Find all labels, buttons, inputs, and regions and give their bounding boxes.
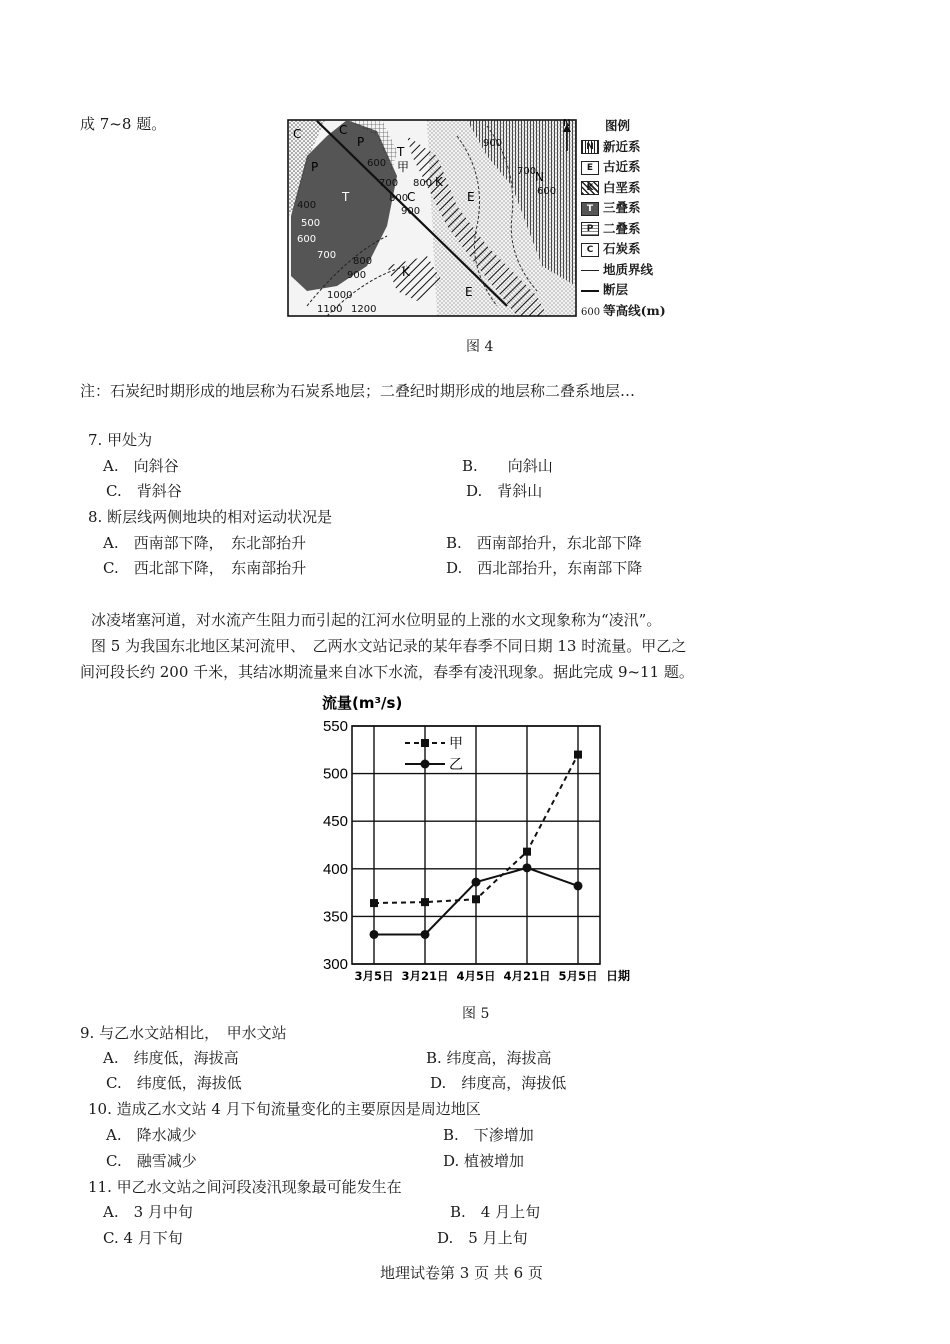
q10-option-c[interactable]: C. 融雪减少	[106, 1152, 197, 1170]
q8-option-d[interactable]: D. 西北部抬升，东南部下降	[446, 559, 643, 577]
legend-item-contour	[581, 301, 666, 324]
contour-label: 800	[389, 193, 409, 204]
q10-option-d[interactable]: D. 植被增加	[443, 1152, 525, 1170]
contour-label: 900	[401, 206, 421, 217]
contour-label: 700	[317, 250, 337, 261]
map-letter: C	[293, 127, 302, 141]
legend-item-k	[581, 178, 666, 199]
fig5-caption: 图 5	[462, 1006, 490, 1022]
x-axis-label: 日期	[606, 969, 631, 983]
contour-label: 400	[297, 200, 317, 211]
map-letter: K	[435, 175, 443, 189]
q7-option-c[interactable]: C. 背斜谷	[106, 482, 182, 500]
contour-label: 700	[379, 178, 399, 189]
north-label: N	[563, 118, 571, 129]
legend-marker-jia	[421, 739, 429, 747]
legend-label-jia: 甲	[449, 736, 463, 752]
q9-option-a[interactable]: A. 纬度低，海拔高	[103, 1049, 239, 1067]
legend-label: 地质界线	[603, 261, 654, 277]
legend-item-c	[581, 239, 666, 260]
legend-swatch: K	[581, 181, 599, 195]
page-footer: 地理试卷第 3 页 共 6 页	[380, 1264, 543, 1282]
x-tick-label: 4月21日	[503, 969, 551, 983]
q11-stem: 11. 甲乙水文站之间河段凌汛现象最可能发生在	[88, 1178, 402, 1196]
q11-option-d[interactable]: D. 5 月上旬	[437, 1229, 528, 1247]
legend-label: 断层	[603, 282, 629, 297]
map-letter: C	[339, 123, 348, 137]
y-tick-label: 300	[322, 956, 348, 973]
fig4-caption: 图 4	[466, 339, 494, 355]
legend-line-thin	[581, 270, 599, 271]
contour-label: 900	[483, 138, 503, 149]
legend-label: 等高线(m)	[603, 302, 666, 318]
legend-swatch: T	[581, 202, 599, 216]
q11-option-c[interactable]: C. 4 月下旬	[103, 1229, 183, 1247]
contour-label: 700	[517, 166, 537, 177]
y-tick-label: 350	[322, 908, 348, 926]
q10-option-a[interactable]: A. 降水减少	[106, 1126, 197, 1144]
legend-title: 图例	[605, 118, 631, 133]
q9-option-d[interactable]: D. 纬度高，海拔低	[430, 1074, 567, 1092]
y-axis-label: 流量(m³/s)	[322, 694, 403, 712]
map-letter: P	[311, 160, 319, 174]
x-tick-label: 3月5日	[354, 969, 394, 983]
legend-contour-sample: 600	[581, 306, 601, 318]
map-letter: C	[407, 190, 416, 204]
x-tick-label: 4月5日	[456, 969, 496, 983]
legend-label: 三叠系	[603, 200, 641, 215]
legend-item-n	[581, 137, 666, 158]
legend-label: 古近系	[603, 159, 641, 174]
contour-label: 1100	[317, 304, 343, 315]
data-point-jia	[370, 899, 378, 907]
map-legend	[581, 116, 666, 323]
map-letter: T	[397, 145, 405, 159]
q9-stem: 9. 与乙水文站相比， 甲水文站	[80, 1024, 287, 1042]
passage-line1: 冰凌堵塞河道，对水流产生阻力而引起的江河水位明显的上涨的水文现象称为“凌汛”。	[91, 611, 662, 629]
legend-label: 白垩系	[603, 179, 641, 195]
contour-label: 1200	[351, 304, 377, 315]
q7-stem: 7. 甲处为	[88, 431, 153, 449]
legend-item-boundary	[581, 260, 666, 281]
legend-label: 石炭系	[603, 241, 641, 256]
legend-label-yi: 乙	[449, 757, 463, 773]
q10-stem: 10. 造成乙水文站 4 月下旬流量变化的主要原因是周边地区	[88, 1100, 481, 1118]
y-tick-label: 450	[322, 813, 348, 831]
legend-item-t	[581, 198, 666, 219]
legend-swatch: E	[581, 161, 599, 175]
map-letter: E	[467, 190, 475, 204]
legend-label: 新近系	[603, 138, 641, 154]
data-point-yi	[370, 930, 379, 939]
q7-option-b[interactable]: B. 向斜山	[462, 457, 553, 475]
data-point-yi	[472, 878, 481, 887]
note: 注：石炭纪时期形成的地层称为石炭系地层；二叠纪时期形成的地层称二叠系地层…	[80, 382, 636, 400]
geologic-map-figure	[287, 116, 670, 319]
flow-chart	[310, 688, 640, 988]
data-point-yi	[421, 930, 430, 939]
contour-label: 1000	[327, 290, 353, 301]
legend-marker-yi	[421, 760, 430, 769]
contour-label: 600	[367, 158, 387, 169]
q7-option-d[interactable]: D. 背斜山	[466, 482, 543, 500]
legend-swatch: N	[581, 140, 599, 154]
contour-label: 900	[347, 270, 367, 281]
passage-line2: 图 5 为我国东北地区某河流甲、 乙两水文站记录的某年春季不同日期 13 时流量。甲乙之	[91, 637, 687, 655]
x-tick-label: 3月21日	[401, 969, 449, 983]
q8-option-b[interactable]: B. 西南部抬升，东北部下降	[446, 534, 642, 552]
data-point-yi	[574, 881, 583, 890]
contour-label: 800	[413, 178, 433, 189]
data-point-jia	[421, 898, 429, 906]
map-letter: T	[342, 190, 350, 204]
contour-label: 500	[301, 218, 321, 229]
intro-tail: 成 7~8 题。	[80, 115, 167, 133]
legend-label: 二叠系	[603, 220, 641, 236]
legend-line-thick	[581, 290, 599, 292]
q7-option-a[interactable]: A. 向斜谷	[103, 457, 179, 475]
q9-option-b[interactable]: B. 纬度高，海拔高	[426, 1049, 552, 1067]
legend-swatch: C	[581, 243, 599, 257]
passage-line3: 间河段长约 200 千米，其结冰期流量来自冰下水流，春季有凌汛现象。据此完成 9~11 题。	[80, 663, 694, 681]
q11-option-b[interactable]: B. 4 月上旬	[450, 1203, 541, 1221]
contour-label: 600	[297, 234, 317, 245]
legend-swatch: P	[581, 222, 599, 236]
q8-option-c[interactable]: C. 西北部下降， 东南部抬升	[103, 559, 307, 577]
contour-label: 800	[353, 256, 373, 267]
map-letter: K	[402, 265, 410, 279]
legend-item-e	[581, 157, 666, 178]
data-point-jia	[523, 848, 531, 856]
legend-item-fault	[581, 280, 666, 301]
x-tick-label: 5月5日	[558, 969, 598, 983]
map-letter: P	[357, 135, 365, 149]
q10-option-b[interactable]: B. 下渗增加	[443, 1126, 534, 1144]
y-tick-label: 550	[322, 718, 348, 735]
data-point-yi	[523, 863, 532, 872]
contour-label: 600	[537, 186, 557, 197]
y-tick-label: 400	[322, 860, 348, 878]
y-tick-label: 500	[322, 765, 348, 783]
q8-stem: 8. 断层线两侧地块的相对运动状况是	[88, 508, 333, 526]
map-letter-jia: 甲	[397, 160, 410, 174]
legend-item-p	[581, 219, 666, 240]
q8-option-a[interactable]: A. 西南部下降， 东北部抬升	[103, 534, 307, 552]
q11-option-a[interactable]: A. 3 月中旬	[103, 1203, 193, 1221]
map-letter: N	[535, 170, 544, 184]
q9-option-c[interactable]: C. 纬度低，海拔低	[106, 1074, 242, 1092]
map-letter: E	[465, 285, 473, 299]
data-point-jia	[574, 751, 582, 759]
data-point-jia	[472, 895, 480, 903]
